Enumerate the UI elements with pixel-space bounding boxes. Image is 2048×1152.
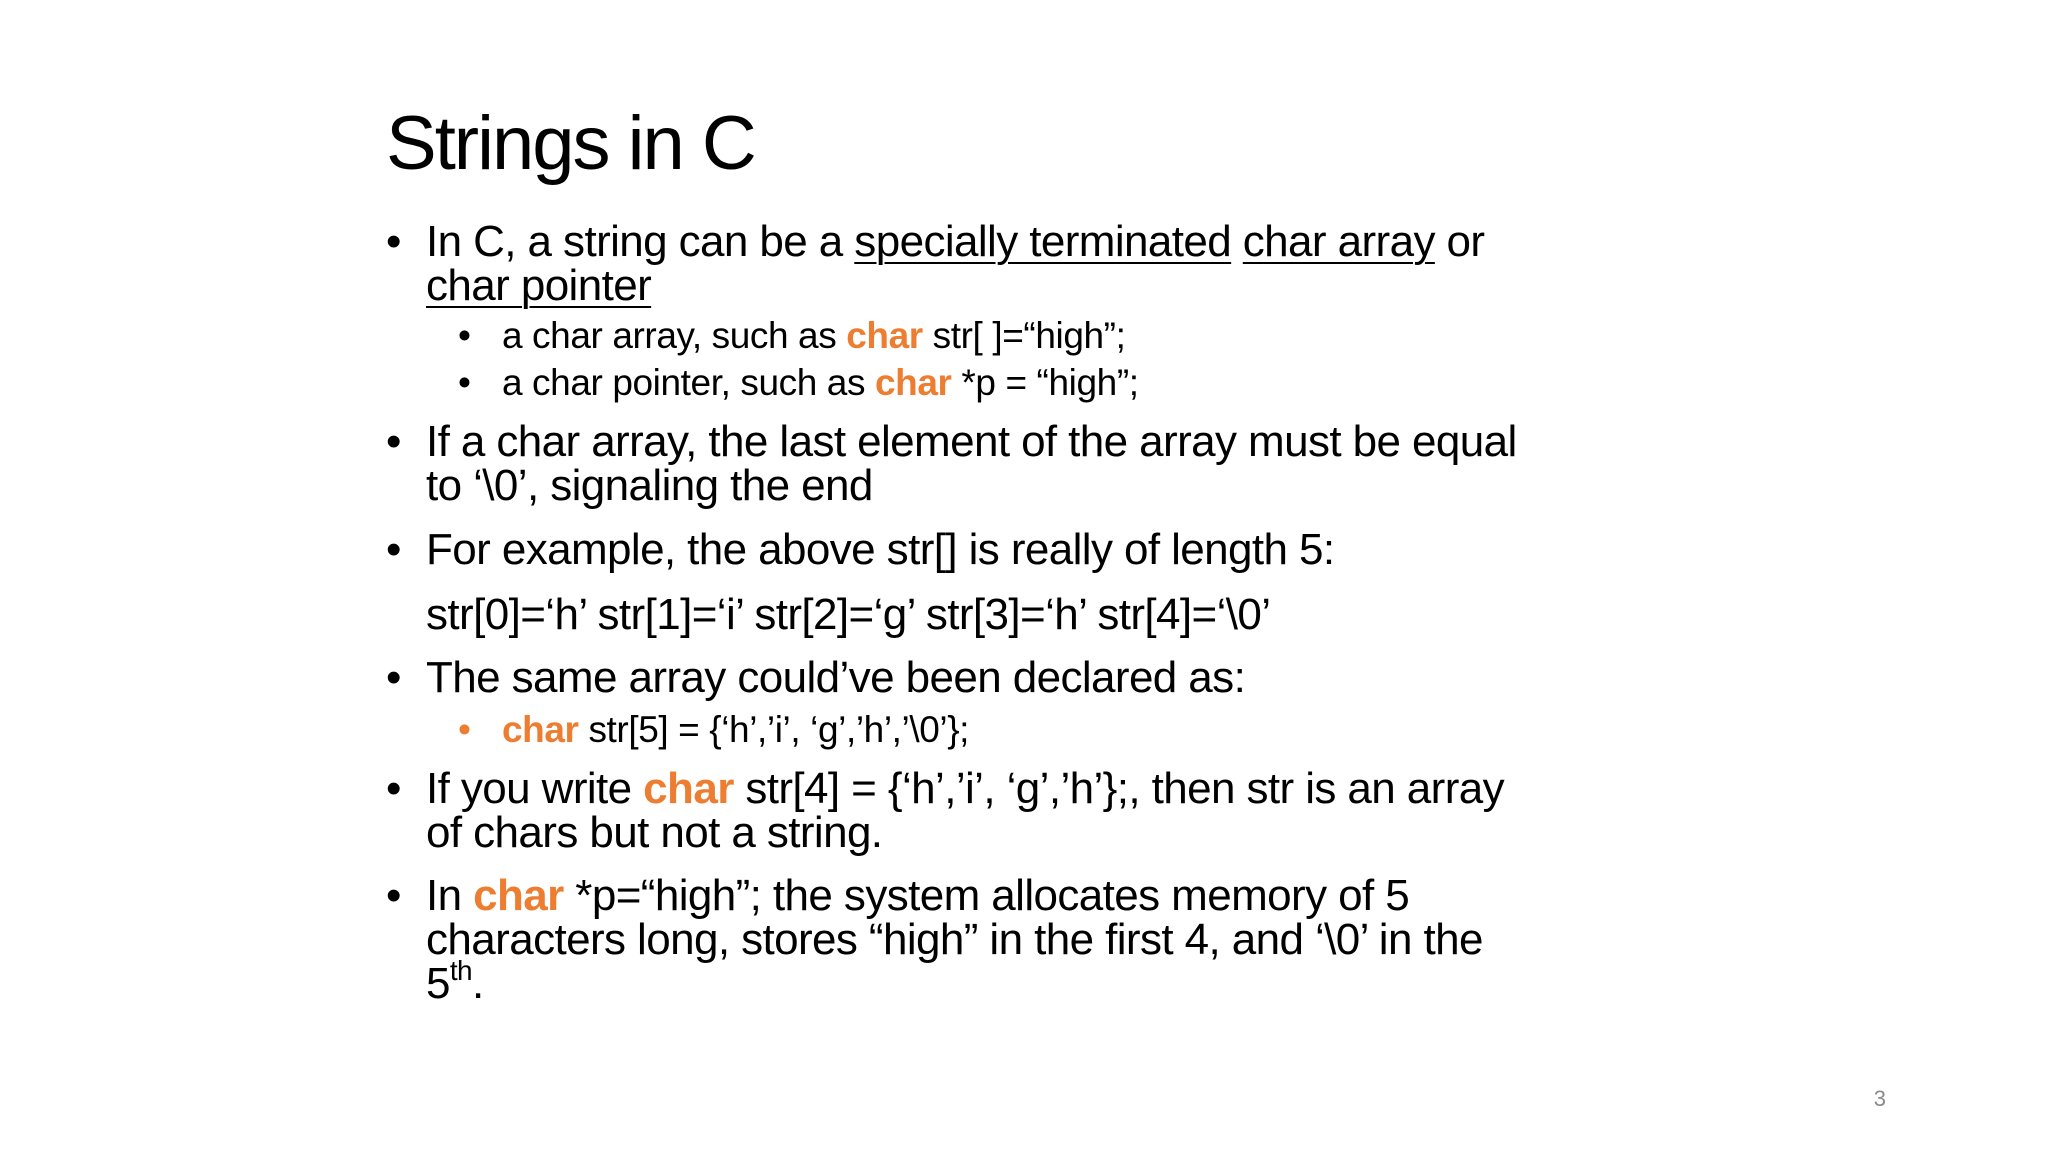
- sub-bullet-1b: [458, 363, 1139, 403]
- keyword-char: char: [473, 871, 564, 920]
- bullet-1-text: or: [1434, 217, 1485, 266]
- bullet-6-text: characters long, stores “high” in the first 4, and ‘\0’ in the: [426, 915, 1483, 964]
- keyword-char: char: [874, 362, 952, 403]
- bullet-marker: •: [386, 217, 401, 266]
- sub-bullet-text: a char array, such as: [502, 315, 847, 356]
- superscript-th: th: [449, 955, 473, 986]
- bullet-3-example: [426, 590, 1271, 639]
- sub-bullet-text: a char pointer, such as: [502, 362, 875, 403]
- underlined-term: char pointer: [426, 261, 652, 310]
- bullet-marker: •: [386, 525, 401, 574]
- bullet-4-text: The same array could’ve been declared as:: [426, 653, 1246, 702]
- sub-bullet-1a: [458, 316, 1126, 356]
- underlined-term: specially terminated: [854, 217, 1232, 266]
- bullet-marker: •: [458, 362, 471, 403]
- underlined-term: char array: [1242, 217, 1435, 266]
- keyword-char: char: [643, 764, 734, 813]
- bullet-5-text: str[4] = {‘h’,’i’, ‘g’,’h’};, then str is an array: [733, 764, 1505, 813]
- sub-bullet-text: str[ ]=“high”;: [922, 315, 1126, 356]
- bullet-marker: •: [386, 764, 401, 813]
- bullet-2: [386, 417, 1517, 466]
- bullet-6-text: 5: [426, 959, 450, 1008]
- keyword-char: char: [502, 709, 579, 750]
- bullet-marker: •: [458, 709, 471, 750]
- sub-bullet-4a: [458, 710, 969, 750]
- bullet-6-continuation-2: [426, 955, 484, 1008]
- keyword-char: char: [846, 315, 923, 356]
- bullet-6-text: .: [472, 959, 484, 1008]
- bullet-4: [386, 653, 1246, 702]
- bullet-5-continuation: [426, 808, 883, 857]
- bullet-6-text: *p=“high”; the system allocates memory of 5: [563, 871, 1410, 920]
- bullet-1-continuation: [426, 261, 652, 310]
- bullet-5-text: If you write: [426, 764, 644, 813]
- bullet-2-continuation: [426, 461, 873, 510]
- bullet-6-continuation: [426, 915, 1483, 964]
- bullet-1: [386, 217, 1485, 266]
- bullet-2-text: If a char array, the last element of the array must be equal: [426, 417, 1517, 466]
- bullet-marker: •: [386, 417, 401, 466]
- bullet-5: [386, 764, 1505, 813]
- bullet-3-text: For example, the above str[] is really of length 5:: [426, 525, 1335, 574]
- bullet-6-text: In: [426, 871, 474, 920]
- bullet-6: [386, 871, 1410, 920]
- bullet-3: [386, 525, 1335, 574]
- bullet-3-text: str[0]=‘h’ str[1]=‘i’ str[2]=‘g’ str[3]=‘h’ str[4]=‘\0’: [426, 590, 1271, 639]
- sub-bullet-text: str[5] = {‘h’,’i’, ‘g’,’h’,’\0’};: [578, 709, 970, 750]
- bullet-1-space: [1231, 217, 1243, 266]
- bullet-marker: •: [386, 871, 401, 920]
- bullet-2-text: to ‘\0’, signaling the end: [426, 461, 873, 510]
- bullet-marker: •: [386, 653, 401, 702]
- bullet-1-text: In C, a string can be a: [426, 217, 855, 266]
- slide-title: Strings in C: [386, 101, 755, 186]
- sub-bullet-text: *p = “high”;: [951, 362, 1139, 403]
- bullet-marker: •: [458, 315, 471, 356]
- page-number: 3: [1873, 1086, 1886, 1111]
- bullet-5-text: of chars but not a string.: [426, 808, 883, 857]
